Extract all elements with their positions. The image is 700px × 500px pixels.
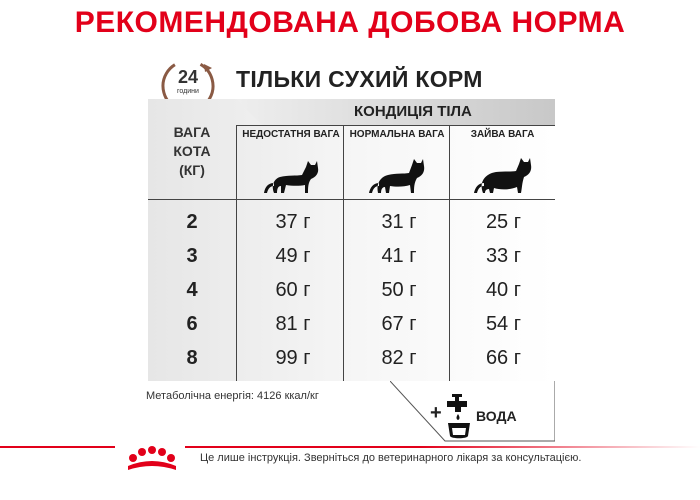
cat-overweight-icon (474, 153, 534, 197)
col-header-normal: НОРМАЛЬНА ВАГА (349, 129, 445, 140)
plus-icon: + (430, 402, 442, 424)
energy-text: Метаболічна енергія: 4126 ккал/кг (146, 390, 319, 402)
weight-header-line2: КОТА (173, 143, 211, 159)
value-cell: 25 г (485, 211, 522, 233)
water-tap-icon (445, 392, 473, 442)
value-cell: 49 г (275, 245, 311, 267)
table-row (148, 347, 555, 381)
value-cell: 31 г (381, 211, 417, 233)
value-cell: 41 г (381, 245, 417, 267)
col-header-overweight: ЗАЙВА ВАГА (470, 129, 535, 140)
value-cell: 99 г (275, 347, 311, 369)
cat-normal-icon (368, 153, 428, 197)
weight-header (148, 123, 236, 180)
clock-number: 24 (177, 67, 199, 87)
divider (148, 199, 555, 200)
value-cell: 82 г (381, 347, 417, 369)
weight-header-line1: ВАГА (173, 124, 211, 140)
value-cell: 40 г (485, 279, 522, 301)
value-cell: 37 г (275, 211, 311, 233)
value-cell: 33 г (485, 245, 522, 267)
table-row (148, 279, 555, 313)
water-label: ВОДА (476, 408, 517, 424)
subtitle: ТІЛЬКИ СУХИЙ КОРМ (236, 66, 483, 92)
weight-cell: 3 (186, 245, 198, 267)
cat-thin-icon (262, 153, 322, 197)
clock-unit: години (177, 88, 199, 95)
weight-cell: 4 (186, 279, 198, 301)
feeding-table (148, 99, 555, 381)
weight-cell: 6 (186, 313, 198, 335)
condition-label: КОНДИЦІЯ ТІЛА (354, 103, 472, 120)
weight-header-line3: (КГ) (179, 162, 205, 178)
col-header-underweight: НЕДОСТАТНЯ ВАГА (242, 129, 340, 140)
table-row (148, 313, 555, 347)
table-row (148, 245, 555, 279)
value-cell: 54 г (485, 313, 522, 335)
weight-cell: 2 (186, 211, 198, 233)
page-title: РЕКОМЕНДОВАНА ДОБОВА НОРМА (74, 6, 626, 39)
disclaimer: Це лише інструкція. Зверніться до ветеринарного лікаря за консультацією. (200, 452, 582, 464)
value-cell: 67 г (381, 313, 417, 335)
divider (236, 125, 555, 126)
value-cell: 60 г (275, 279, 311, 301)
royal-canin-logo (115, 436, 185, 486)
weight-cell: 8 (186, 347, 198, 369)
footer-divider (0, 446, 700, 448)
value-cell: 81 г (275, 313, 311, 335)
value-cell: 50 г (381, 279, 417, 301)
table-row (148, 211, 555, 245)
value-cell: 66 г (485, 347, 522, 369)
